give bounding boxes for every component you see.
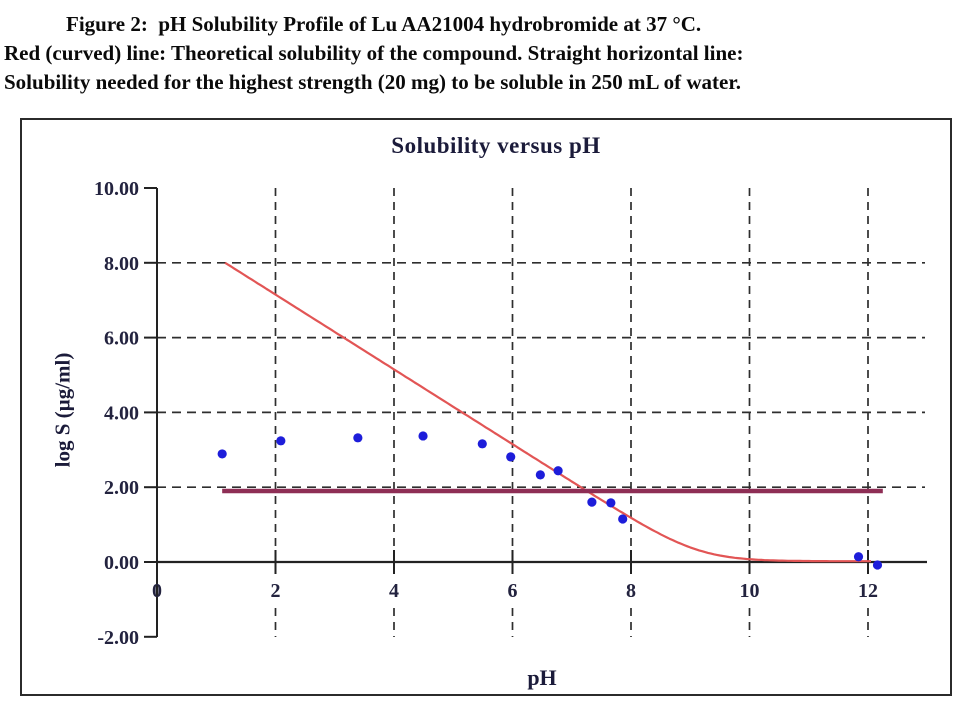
figure-caption: [4, 10, 966, 97]
y-tick-label: 2.00: [104, 477, 139, 500]
data-point: [587, 498, 596, 507]
x-tick-label: 4: [389, 580, 399, 602]
y-tick-label: 6.00: [104, 327, 139, 350]
x-tick-label: 2: [270, 580, 281, 602]
x-axis-label: pH: [527, 665, 557, 690]
y-tick-labels: [94, 178, 139, 649]
caption-line-1: Figure 2: pH Solubility Profile of Lu AA21004 hydrobromide at 37 °C.: [66, 12, 702, 36]
chart-frame: [20, 118, 952, 696]
caption-line-2: Red (curved) line: Theoretical solubility of the compound. Straight horizontal line:: [4, 41, 744, 65]
x-tick-label: 0: [152, 580, 162, 602]
x-tick-label: 6: [507, 580, 518, 602]
measured-points: [218, 431, 883, 569]
x-tick-label: 12: [858, 580, 878, 602]
y-tick-label: 0.00: [104, 552, 139, 574]
chart-title: Solubility versus pH: [391, 133, 601, 158]
caption-line-3: Solubility needed for the highest strength (20 mg) to be soluble in 250 mL of water.: [4, 70, 741, 94]
y-tick-label: 10.00: [94, 178, 139, 200]
data-point: [276, 436, 285, 445]
data-point: [618, 514, 627, 523]
y-tick-label: 8.00: [104, 252, 139, 275]
data-point: [554, 466, 563, 475]
data-point: [218, 449, 227, 458]
axes: [157, 188, 927, 637]
y-axis-label: log S (µg/ml): [50, 352, 75, 468]
x-tick-label: 8: [626, 580, 636, 602]
data-point: [506, 452, 515, 461]
data-point: [478, 439, 487, 448]
x-tick-label: 10: [739, 580, 760, 602]
y-tick-label: 4.00: [104, 402, 139, 425]
gridlines: [157, 188, 925, 637]
y-tick-label: -2.00: [97, 626, 139, 649]
data-point: [873, 560, 882, 569]
solubility-plot: [22, 120, 950, 694]
data-point: [418, 431, 427, 440]
data-point: [536, 470, 545, 479]
data-point: [353, 433, 362, 442]
data-point: [606, 498, 615, 507]
data-point: [854, 552, 863, 561]
